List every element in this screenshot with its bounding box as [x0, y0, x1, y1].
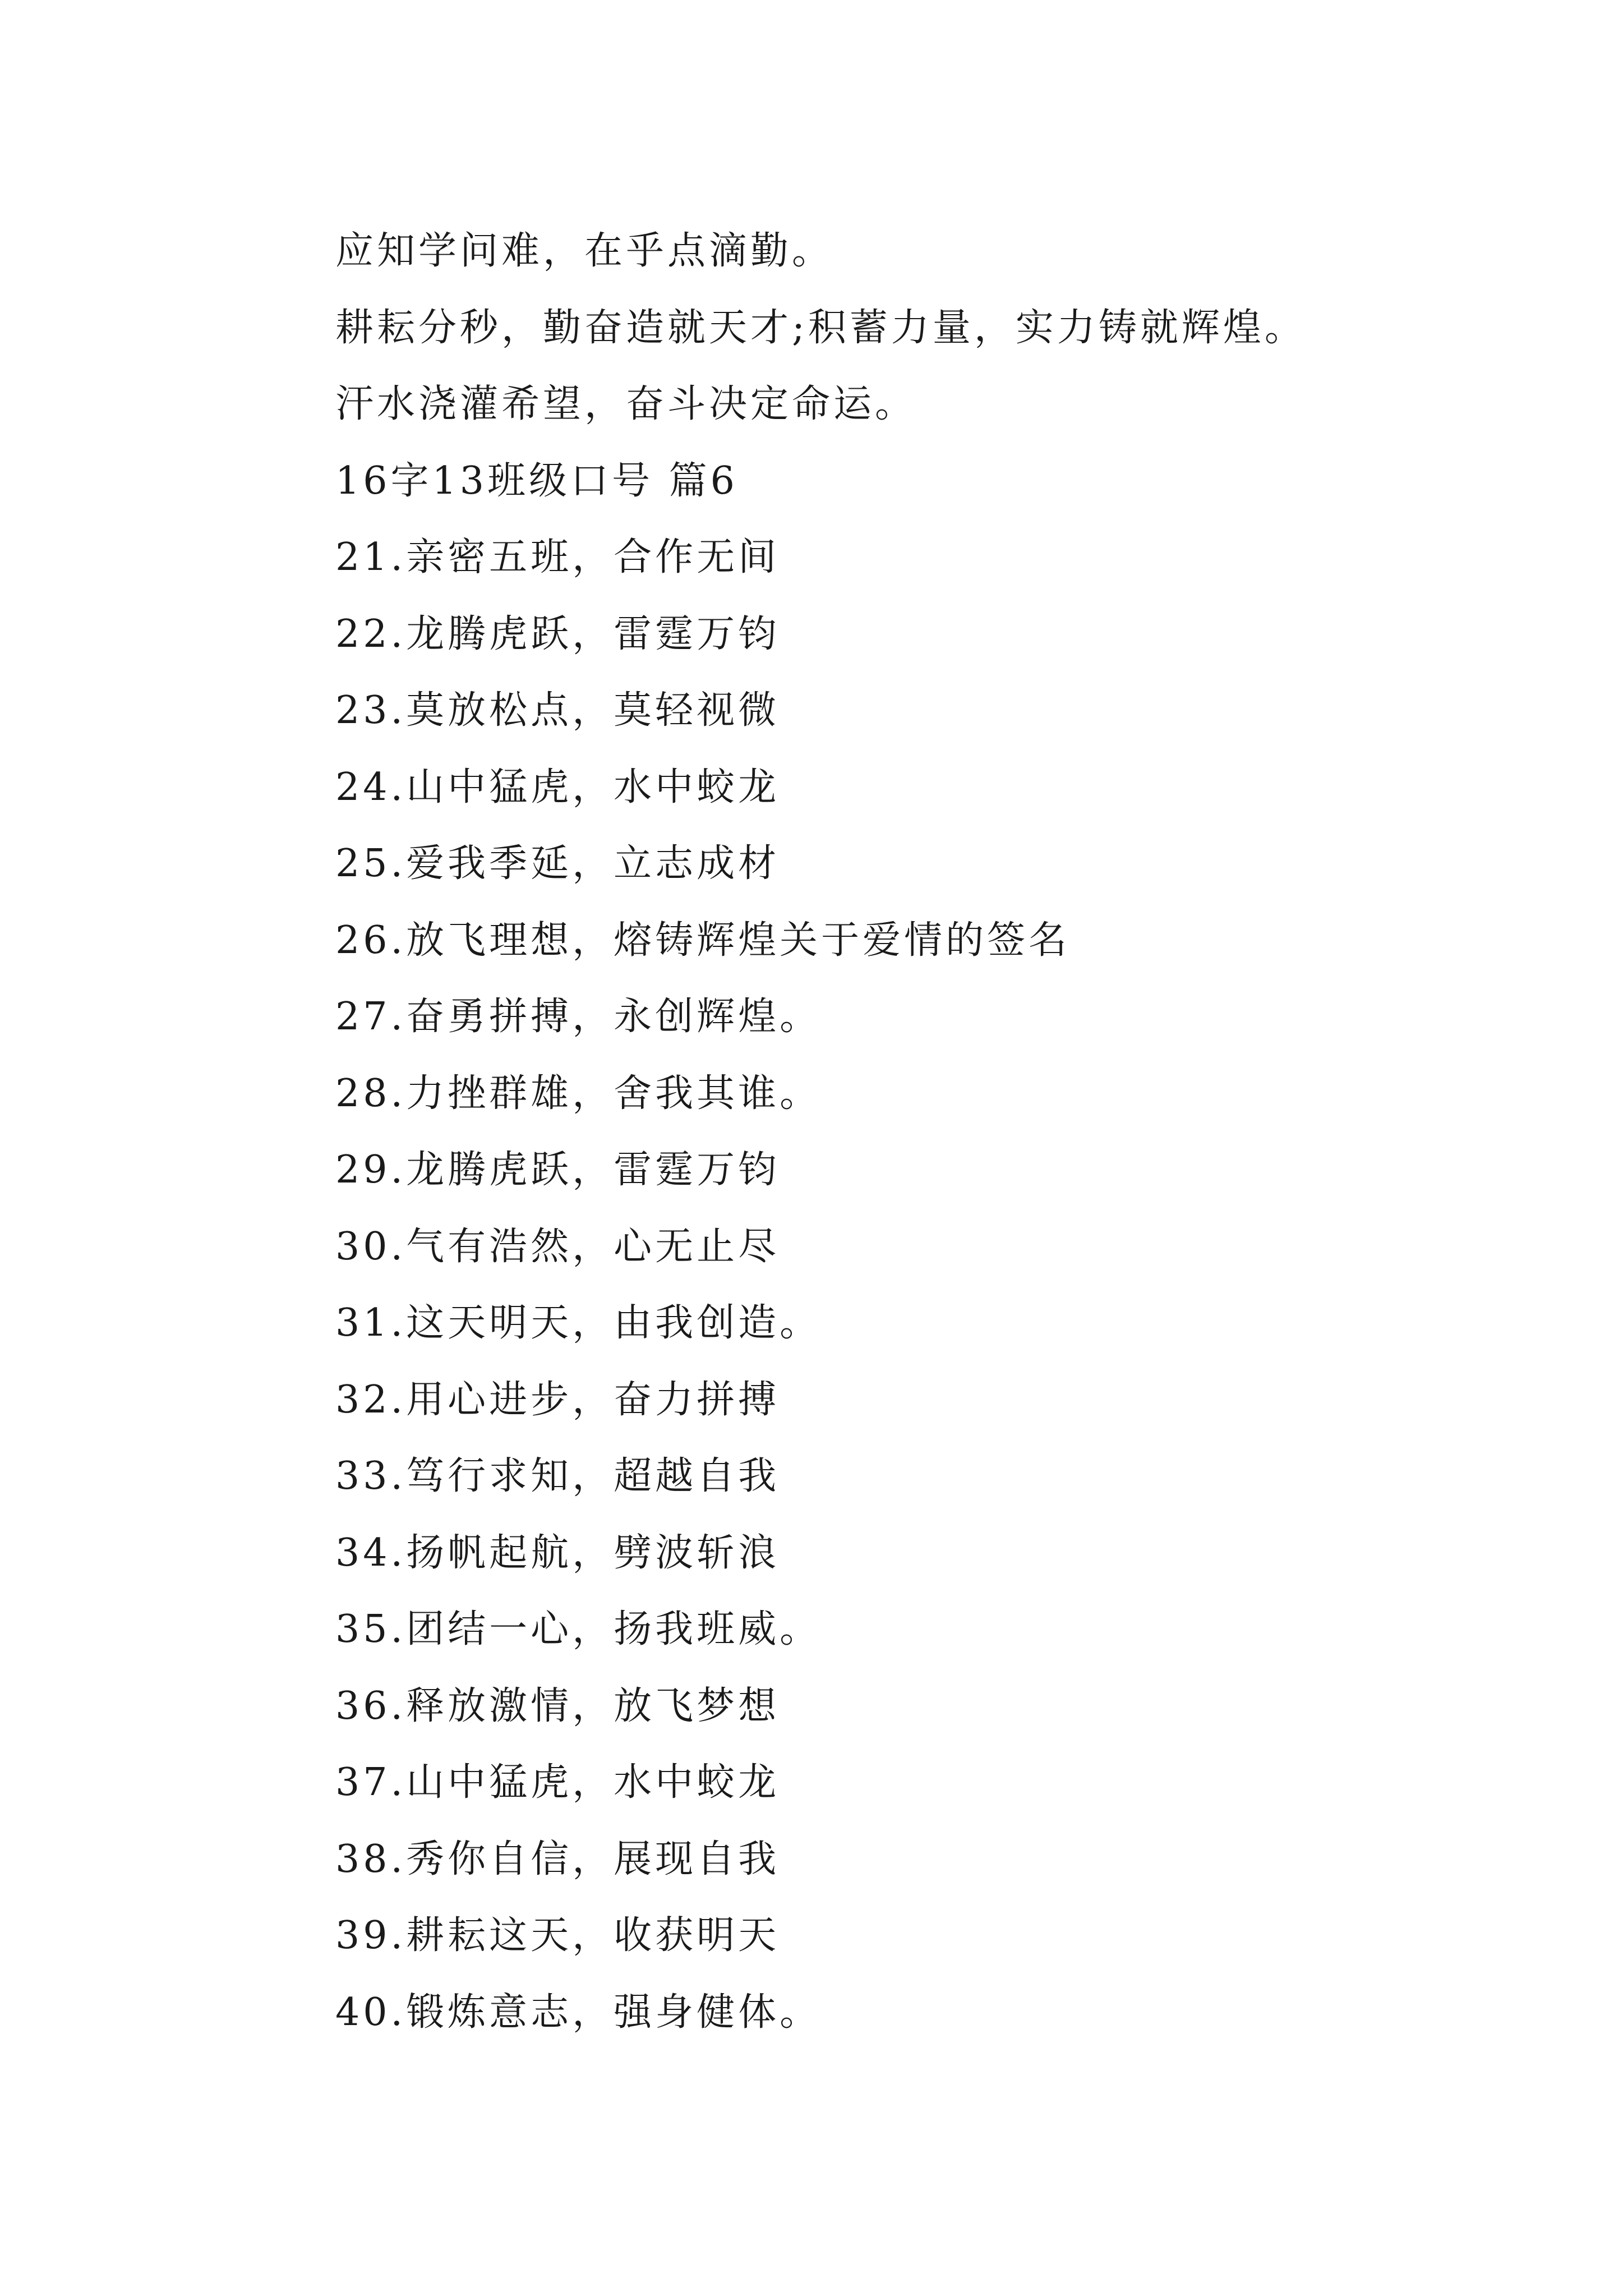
slogan-item: 33.笃行求知，超越自我 [335, 1454, 780, 1498]
slogan-item: 28.力挫群雄，舍我其谁。 [335, 1071, 822, 1116]
text-line: 应知学问难，在乎点滴勤。 [335, 229, 834, 273]
slogan-item: 30.气有浩然，心无止尽 [335, 1224, 780, 1269]
slogan-item: 24.山中猛虎，水中蛟龙 [335, 765, 780, 809]
slogan-item: 35.团结一心，扬我班威。 [335, 1607, 822, 1651]
slogan-item: 29.龙腾虎跃，雷霆万钧 [335, 1148, 780, 1192]
slogan-item: 27.奋勇拼搏，永创辉煌。 [335, 995, 822, 1039]
slogan-item: 39.耕耘这天，收获明天 [335, 1913, 780, 1958]
slogan-item: 23.莫放松点，莫轻视微 [335, 688, 780, 733]
slogan-item: 37.山中猛虎，水中蛟龙 [335, 1760, 780, 1805]
slogan-item: 36.释放激情，放飞梦想 [335, 1683, 780, 1728]
slogan-item: 25.爱我季延，立志成材 [335, 841, 780, 886]
slogan-item: 32.用心进步，奋力拼搏 [335, 1377, 780, 1422]
document-body [335, 213, 1513, 2051]
slogan-item: 22.龙腾虎跃，雷霆万钧 [335, 611, 780, 656]
section-heading: 16字13班级口号 篇6 [335, 458, 738, 503]
slogan-item: 21.亲密五班，合作无间 [335, 535, 780, 579]
slogan-item: 40.锻炼意志，强身健体。 [335, 1990, 822, 2035]
text-line: 耕耘分秒，勤奋造就天才;积蓄力量，实力铸就辉煌。 [335, 305, 1306, 350]
slogan-item: 31.这天明天，由我创造。 [335, 1301, 822, 1345]
text-line: 汗水浇灌希望，奋斗决定命运。 [335, 382, 917, 426]
slogan-item: 38.秀你自信，展现自我 [335, 1837, 780, 1881]
slogan-item: 34.扬帆起航，劈波斩浪 [335, 1530, 780, 1575]
slogan-item: 26.放飞理想，熔铸辉煌关于爱情的签名 [335, 918, 1071, 963]
